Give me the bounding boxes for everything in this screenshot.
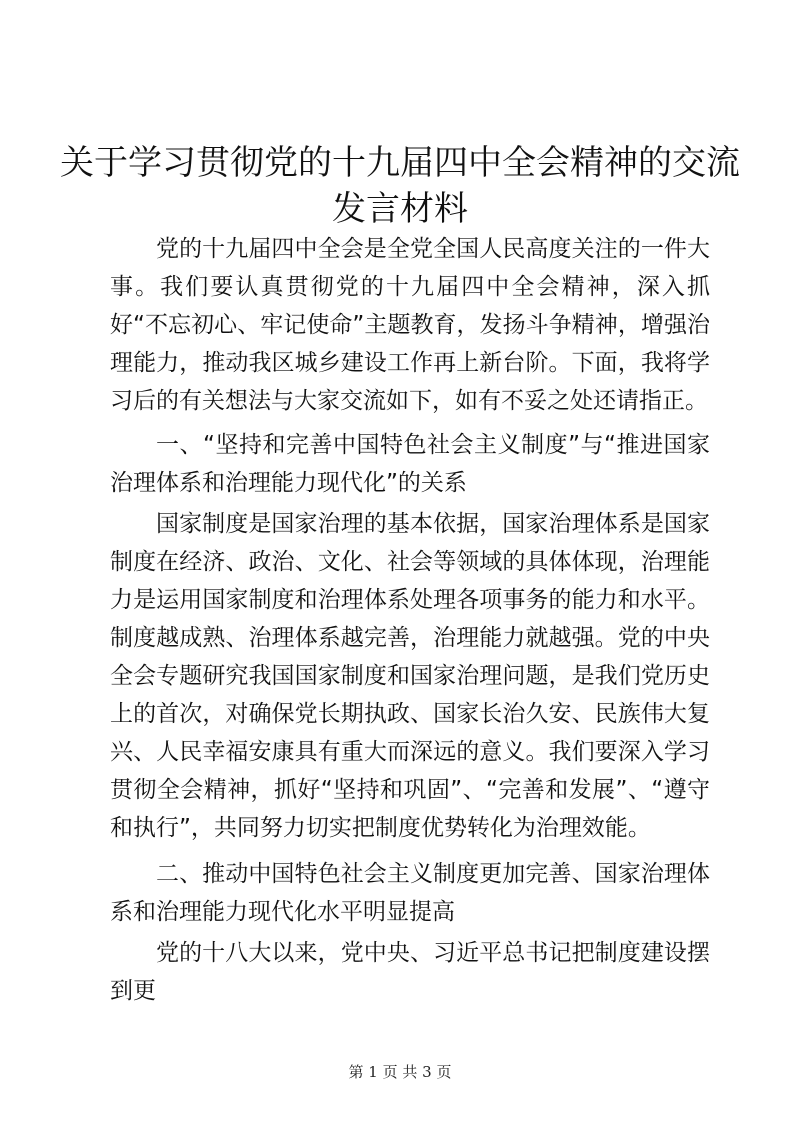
paragraph-text: 国家制度是国家治理的基本依据，国家治理体系是国家制度在经济、政治、文化、社会等领域的具体体现，治理能力是运用国家制度和治理体系处理各项事务的能力和水平。制度越成熟、治理体系越完善，治理能力就越强。党的中央全会专题研究我国国家制度和国家治理问题，是我们党历史上的首次，对确保党长期执政、国家长治久安、民族伟大复兴、人民幸福安康具有重大而深远的意义。我们要深入学习贯彻全会精神，抓好“坚持和巩固”、“完善和发展”、“遵守和执行”，共同努力切实把制度优势转化为治理效能。: [110, 511, 710, 841]
section-heading-1: [110, 426, 710, 502]
body-paragraph-section-1: [110, 505, 710, 847]
section-heading-text: 一、“坚持和完善中国特色社会主义制度”与“推进国家治理体系和治理能力现代化”的关系: [110, 432, 710, 496]
document-title-line-2: 发言材料: [332, 189, 468, 229]
section-heading-2: [110, 855, 710, 931]
paragraph-text: 党的十八大以来，党中央、习近平总书记把制度建设摆到更: [110, 940, 710, 1004]
document-title-line-1: 关于学习贯彻党的十九届四中全会精神的交流: [60, 143, 740, 183]
paragraph-text: 党的十九届四中全会是全党全国人民高度关注的一件大事。我们要认真贯彻党的十九届四中全会精神，深入抓好“不忘初心、牢记使命”主题教育，发扬斗争精神，增强治理能力，推动我区城乡建设工作再上新台阶。下面，我将学习后的有关想法与大家交流如下，如有不妥之处还请指正。: [110, 236, 710, 414]
section-heading-text: 二、推动中国特色社会主义制度更加完善、国家治理体系和治理能力现代化水平明显提高: [110, 861, 710, 925]
body-paragraph-section-2: [110, 934, 710, 1010]
body-paragraph-intro: [110, 230, 710, 420]
page-number-footer: 第 1 页 共 3 页: [348, 1063, 452, 1081]
